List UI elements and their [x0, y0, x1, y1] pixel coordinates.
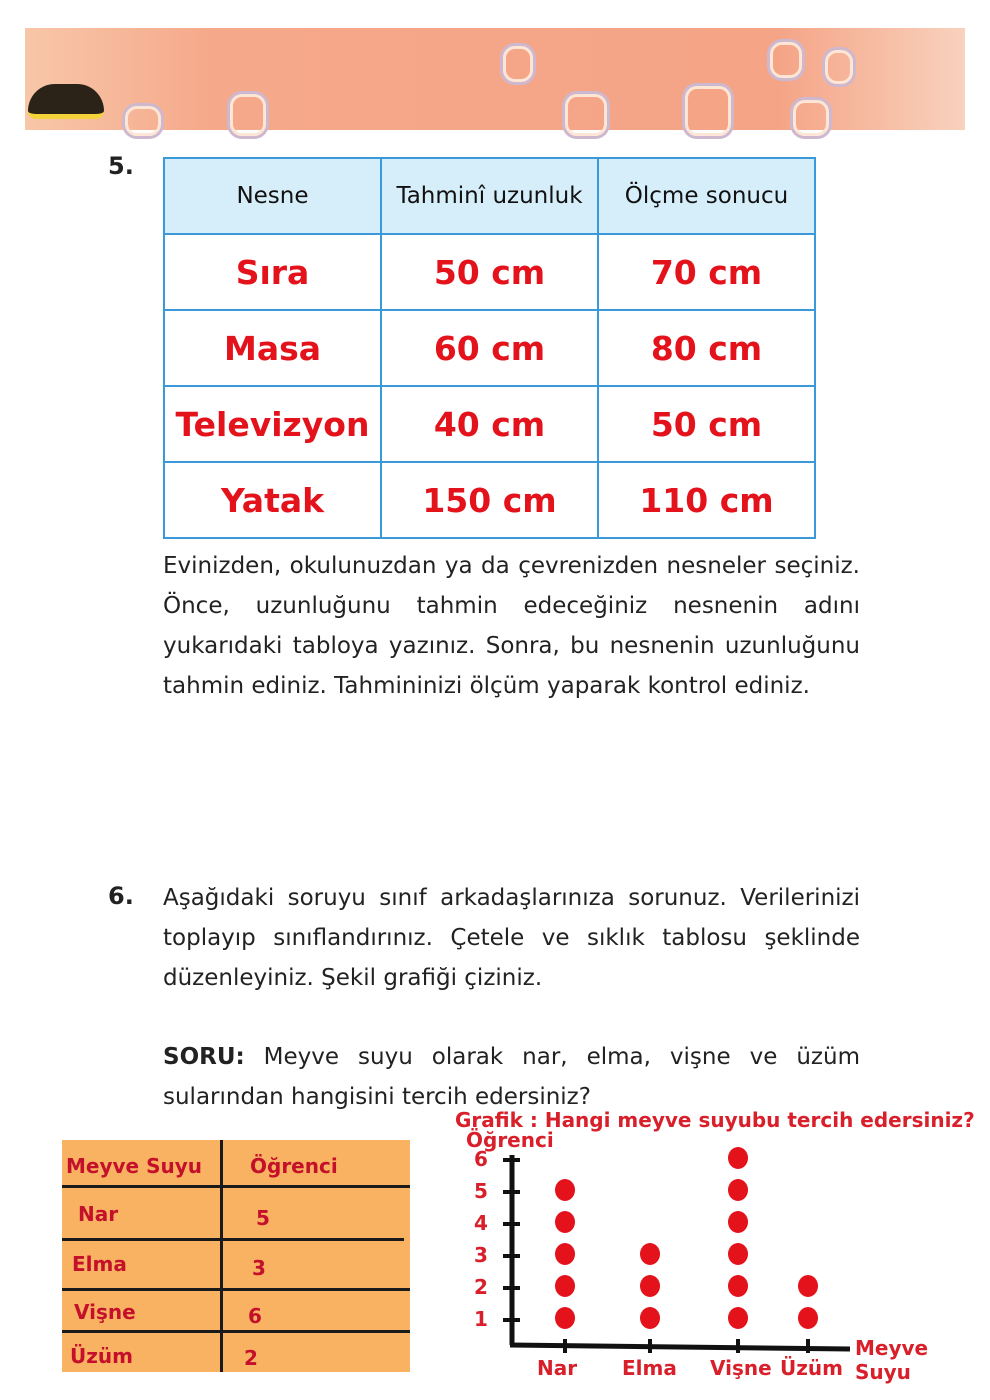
data-dot [728, 1243, 748, 1265]
data-dot [640, 1307, 660, 1329]
header-cell: Ölçme sonucu [598, 158, 815, 234]
data-dot [728, 1179, 748, 1201]
table-cell: 40 cm [381, 386, 598, 462]
data-dot [728, 1307, 748, 1329]
question-5-number: 5. [108, 152, 134, 180]
freq-cell: 6 [248, 1304, 262, 1328]
x-axis [510, 1345, 850, 1349]
y-tick-label: 5 [474, 1179, 488, 1203]
table-cell: Yatak [164, 462, 381, 538]
data-dot [555, 1211, 575, 1233]
x-tick-label: Üzüm [780, 1356, 843, 1380]
data-dot [555, 1307, 575, 1329]
freq-cell: 2 [244, 1346, 258, 1370]
y-tick-label: 6 [474, 1147, 488, 1171]
data-dot [640, 1243, 660, 1265]
soru-label: SORU: [163, 1044, 245, 1070]
table-cell: 50 cm [381, 234, 598, 310]
table-cell: 80 cm [598, 310, 815, 386]
table-cell: 150 cm [381, 462, 598, 538]
freq-header: Meyve Suyu [66, 1154, 202, 1178]
freq-cell: 5 [256, 1206, 270, 1230]
chart-title: Grafik : Hangi meyve suyubu tercih edersiniz? [455, 1108, 975, 1132]
y-tick-label: 1 [474, 1307, 488, 1331]
data-dot [555, 1179, 575, 1201]
data-dot [798, 1275, 818, 1297]
data-dot [640, 1275, 660, 1297]
freq-header: Öğrenci [250, 1154, 338, 1178]
table-cell: 60 cm [381, 310, 598, 386]
x-tick-label: Vişne [710, 1356, 772, 1380]
header-cell: Tahminî uzunluk [381, 158, 598, 234]
question-6-instructions: Aşağıdaki soruyu sınıf arkadaşlarınıza sorunuz. Verilerinizi toplayıp sınıflandırınız. Çetele ve sıklık tablosu şeklinde düzenleyiniz. Şekil grafiği çiziniz. [163, 885, 860, 991]
x-tick-label: Nar [537, 1356, 578, 1380]
table-cell: 110 cm [598, 462, 815, 538]
freq-cell: Nar [78, 1202, 119, 1226]
y-axis-label: Öğrenci [466, 1128, 554, 1152]
data-dot [728, 1275, 748, 1297]
freq-cell: Elma [72, 1252, 127, 1276]
data-dot [555, 1243, 575, 1265]
data-dot [728, 1211, 748, 1233]
table-cell: 50 cm [598, 386, 815, 462]
header-cell: Nesne [164, 158, 381, 234]
table-cell: 70 cm [598, 234, 815, 310]
table-cell: Sıra [164, 234, 381, 310]
question-5-instructions: Evinizden, okulunuzdan ya da çevrenizden nesneler seçiniz. Önce, uzunluğunu tahmin edeceğiniz nesnenin adını yukarıdaki tabloya yazınız. Sonra, bu nesnenin uzunluğunu tahmin ediniz. Tahmininizi ölçüm yaparak kontrol ediniz. [163, 553, 860, 699]
freq-cell: Vişne [74, 1300, 136, 1324]
freq-cell: Üzüm [70, 1344, 133, 1368]
data-dot [798, 1307, 818, 1329]
y-tick-label: 4 [474, 1211, 488, 1235]
y-tick-label: 2 [474, 1275, 488, 1299]
soru-text: Meyve suyu olarak nar, elma, vişne ve üzüm sularından hangisini tercih edersiniz? [163, 1044, 860, 1110]
x-tick-label: Elma [622, 1356, 677, 1380]
question-6-number: 6. [108, 882, 134, 910]
y-tick-label: 3 [474, 1243, 488, 1267]
table-cell: Televizyon [164, 386, 381, 462]
data-dot [555, 1275, 575, 1297]
data-dot [728, 1147, 748, 1169]
x-axis-label: Meyve Suyu [855, 1336, 929, 1384]
freq-cell: 3 [252, 1256, 266, 1280]
table-cell: Masa [164, 310, 381, 386]
